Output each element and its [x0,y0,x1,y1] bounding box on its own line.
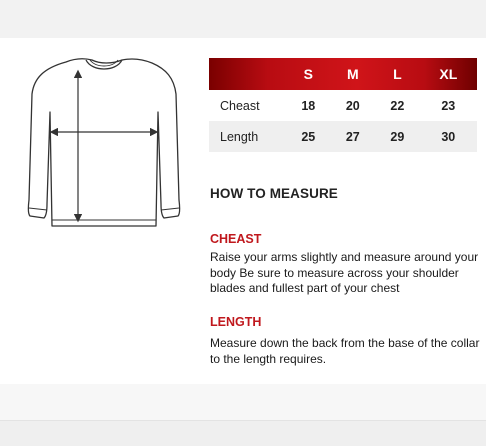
table-cell: 30 [420,121,477,152]
size-header-m: M [346,66,359,82]
table-row [209,90,477,121]
table-cell: 25 [286,121,331,152]
length-instructions: Measure down the back from the base of the collar to the length requires. [210,336,480,366]
long-sleeve-shirt-icon [14,50,194,228]
top-strip [0,0,486,38]
row-label: Length [209,121,286,152]
chest-heading: CHEAST [210,232,262,246]
bottom-card [0,384,486,421]
how-to-measure-title: HOW TO MEASURE [210,186,338,201]
chest-instructions: Raise your arms slightly and measure around your body Be sure to measure across your shoulder blades and fullest part of your chest [210,250,479,295]
table-cell: 18 [286,90,331,121]
size-header-row [209,58,477,90]
size-header-blank [209,58,286,90]
row-label: Cheast [209,90,286,121]
table-cell: 29 [375,121,420,152]
table-cell: 27 [331,121,376,152]
size-header-s: S [303,66,313,82]
size-header-l: L [393,66,402,82]
table-cell: 20 [331,90,376,121]
size-table [209,58,477,152]
table-cell: 23 [420,90,477,121]
table-row [209,121,477,152]
table-cell: 22 [375,90,420,121]
length-heading: LENGTH [210,315,262,329]
size-header-xl: XL [439,66,458,82]
